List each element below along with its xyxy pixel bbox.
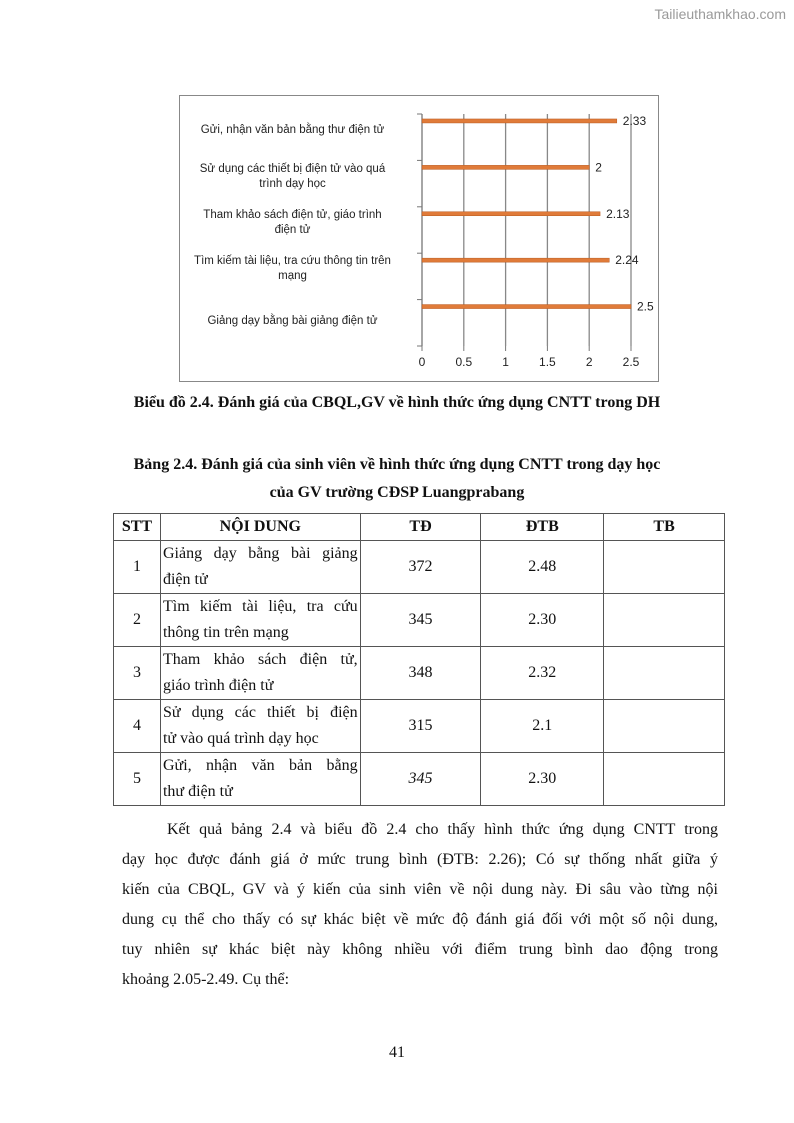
table-row — [114, 594, 725, 647]
table-title-line2: của GV trường CĐSP Luangprabang — [269, 484, 525, 501]
content-line: Giảng dạy bằng bài giảng — [162, 545, 358, 562]
x-tick-label: 1 — [502, 355, 509, 369]
paragraph-line: dung cụ thể cho thấy có sự khác biệt về mức độ đánh giá đối với một số nội dung, — [122, 911, 718, 928]
header-stt: STT — [114, 514, 161, 541]
cell-content — [160, 594, 360, 647]
content-line: Gửi, nhận văn bản bằng — [162, 757, 358, 774]
category-label-line: mạng — [278, 270, 307, 283]
x-tick-label: 2 — [585, 355, 593, 369]
category-label — [180, 254, 405, 284]
bar-chart — [179, 95, 659, 382]
content-line: giáo trình điện tử — [162, 677, 274, 694]
cell-td: 315 — [360, 700, 481, 753]
cell-stt: 5 — [114, 753, 161, 806]
cell-stt: 2 — [114, 594, 161, 647]
cell-dtb: 2.1 — [481, 700, 604, 753]
content-line: Sử dụng các thiết bị điện — [162, 704, 358, 721]
paragraph-line: kiến của CBQL, GV và ý kiến của sinh viên về nội dung này. Đi sâu vào từng nội — [122, 881, 718, 898]
content-line: Tham khảo sách điện tử, — [162, 651, 358, 668]
category-label — [180, 162, 405, 192]
category-label-line: Sử dụng các thiết bị điện tử vào quá — [199, 162, 386, 175]
paragraph-line: Kết quả bảng 2.4 và biểu đồ 2.4 cho thấy hình thức ứng dụng CNTT trong — [167, 821, 718, 838]
page-number: 41 — [389, 1044, 405, 1061]
category-label — [180, 123, 405, 138]
evaluation-table — [113, 513, 725, 806]
category-label-line: Giảng dạy bằng bài giảng điện tử — [207, 315, 378, 328]
paragraph-line: khoảng 2.05-2.49. Cụ thể: — [122, 971, 290, 988]
cell-tb — [604, 647, 725, 700]
cell-td: 345 — [360, 753, 481, 806]
cell-dtb: 2.30 — [481, 594, 604, 647]
table-title-line1: Bảng 2.4. Đánh giá của sinh viên về hình thức ứng dụng CNTT trong dạy học — [133, 456, 661, 473]
data-label: 2.33 — [622, 113, 647, 128]
cell-td: 372 — [360, 541, 481, 594]
category-label-line: Tìm kiếm tài liệu, tra cứu thông tin trên — [194, 255, 391, 268]
data-label: 2 — [595, 160, 602, 175]
header-content: NỘI DUNG — [160, 514, 360, 541]
paragraph-line: tuy nhiên sự khác biệt này không nhiều với điểm trung bình dao động trong — [122, 941, 718, 958]
cell-stt: 3 — [114, 647, 161, 700]
cell-stt: 1 — [114, 541, 161, 594]
x-tick-label: 1.5 — [539, 355, 556, 369]
cell-tb — [604, 594, 725, 647]
bar — [422, 119, 617, 123]
cell-tb — [604, 700, 725, 753]
cell-stt: 4 — [114, 700, 161, 753]
bar — [422, 212, 600, 216]
header-dtb: ĐTB — [481, 514, 604, 541]
bar — [422, 305, 631, 309]
table-row — [114, 541, 725, 594]
cell-content — [160, 541, 360, 594]
data-label: 2.24 — [615, 253, 639, 268]
bar — [422, 258, 609, 262]
header-tb: TB — [604, 514, 725, 541]
x-tick-label: 0 — [418, 355, 426, 369]
chart-plot — [180, 96, 660, 383]
table-row — [114, 753, 725, 806]
x-tick-label: 2.5 — [622, 355, 640, 369]
category-label-line: Tham khảo sách điện tử, giáo trình — [203, 209, 382, 222]
cell-td: 345 — [360, 594, 481, 647]
data-label: 2.5 — [637, 299, 654, 314]
category-label — [180, 208, 405, 238]
cell-td: 348 — [360, 647, 481, 700]
cell-tb — [604, 541, 725, 594]
content-line: thư điện tử — [162, 783, 233, 800]
table-row — [114, 647, 725, 700]
content-line: thông tin trên mạng — [162, 624, 289, 641]
category-label-line: Gửi, nhận văn bản bằng thư điện tử — [200, 123, 385, 136]
data-label: 2.13 — [606, 206, 630, 221]
cell-content — [160, 753, 360, 806]
cell-dtb: 2.32 — [481, 647, 604, 700]
content-line: điện tử — [162, 571, 208, 588]
bar — [422, 165, 589, 169]
table-row — [114, 700, 725, 753]
cell-content — [160, 647, 360, 700]
cell-dtb: 2.30 — [481, 753, 604, 806]
table-header-row — [114, 514, 725, 541]
category-label-line: điện tử — [274, 224, 311, 237]
paragraph-line: dạy học được đánh giá ở mức trung bình (ĐTB: 2.26); Có sự thống nhất giữa ý — [122, 851, 718, 868]
body-paragraph — [122, 815, 718, 995]
cell-content — [160, 700, 360, 753]
header-td: TĐ — [360, 514, 481, 541]
category-label — [180, 314, 405, 329]
content-line: tử vào quá trình dạy học — [162, 730, 319, 747]
cell-dtb: 2.48 — [481, 541, 604, 594]
category-label-line: trình dạy học — [259, 177, 326, 190]
cell-tb — [604, 753, 725, 806]
watermark: Tailieuthamkhao.com — [654, 6, 786, 22]
chart-caption: Biểu đồ 2.4. Đánh giá của CBQL,GV về hình thức ứng dụng CNTT trong DH — [133, 394, 661, 411]
x-tick-label: 0.5 — [455, 355, 473, 369]
content-line: Tìm kiếm tài liệu, tra cứu — [162, 598, 358, 615]
